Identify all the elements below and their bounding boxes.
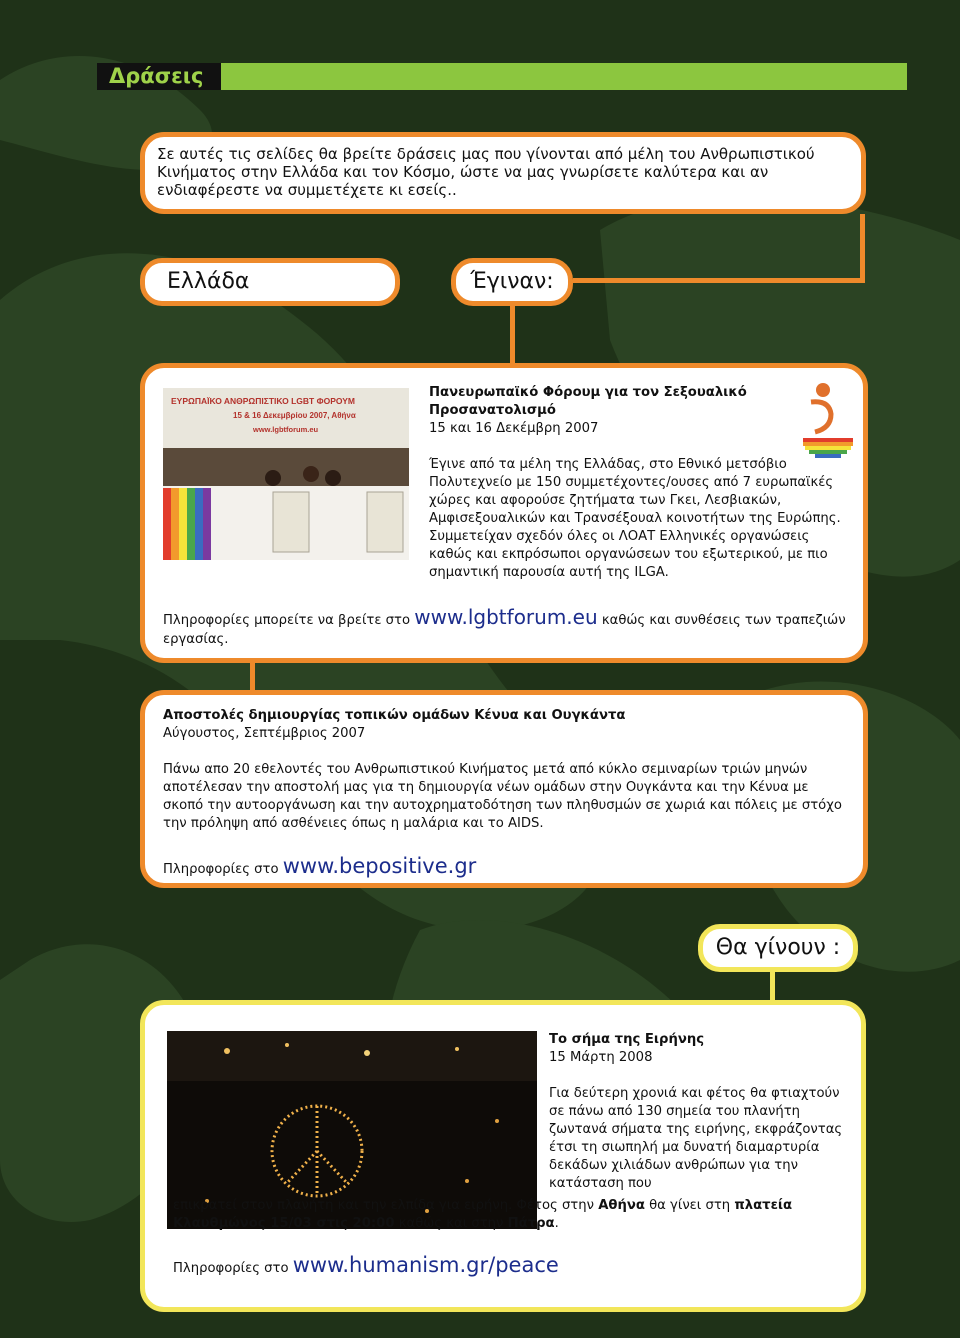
intro-box bbox=[140, 132, 866, 214]
peace-title: Το σήμα της Ειρήνης bbox=[549, 1032, 705, 1047]
peace-cont-athens: Αθήνα bbox=[598, 1198, 645, 1213]
kenya-body: Πάνω απο 20 εθελοντές του Ανθρωπιστικού Κινήματος μετά από κύκλο σεμιναρίων τριών μηνών αποτέλεσαν την αποστολή μας για τη δημιουργία νέων ομάδων στην Ουγκάντα και την Κένυα με σκοπό την αυτοοργάνωση και την αυτοχρηματοδότηση των πληθυσμών σε χωριά και πόλεις με στόχο την πρόληψη από ασθένειες όπως η μαλάρια και το AIDS. bbox=[163, 762, 842, 831]
peace-body: Για δεύτερη χρονιά και φέτος θα φτιαχτούν σε πάνω από 130 σημεία του πλανήτη ζωντανά σήματα της ειρήνης, εκφράζοντας έτσι τη σιωπηλή μα δυνατή διαμαρτυρία δεκάδων χιλιάδων ανθρώπων για την κατάσταση που bbox=[549, 1086, 843, 1191]
peace-cont-end: . bbox=[554, 1216, 559, 1231]
kenya-url-link[interactable]: www.bepositive.gr bbox=[282, 854, 477, 878]
label-upcoming-text: Θα γίνουν : bbox=[715, 935, 841, 960]
banner-text-1: ΕΥΡΩΠΑΪΚΟ ΑΝΘΡΩΠΙΣΤΙΚΟ LGBT ΦΟΡΟΥΜ bbox=[171, 396, 355, 406]
header-green-bar bbox=[221, 63, 907, 90]
forum-photo bbox=[163, 388, 409, 560]
kenya-info bbox=[163, 854, 845, 879]
peace-continuation bbox=[173, 1197, 853, 1233]
peace-cont-patra: Πάτρα bbox=[507, 1216, 555, 1231]
connector-horizontal bbox=[573, 278, 865, 283]
peace-cont-square: πλατεία Κλαυθμώνος 15/03 στις 20:00 bbox=[173, 1198, 793, 1231]
forum-info-prefix: Πληροφορίες μπορείτε να βρείτε στο bbox=[163, 613, 411, 628]
peace-cont-3: καθώς και στην bbox=[398, 1216, 504, 1231]
kenya-date: Αύγουστος, Σεπτέμβριος 2007 bbox=[163, 726, 366, 741]
page-title: Δράσεις bbox=[97, 63, 221, 90]
label-done-text: Έγιναν: bbox=[470, 269, 554, 294]
connector-right bbox=[860, 214, 865, 282]
forum-body: Έγινε από τα μέλη της Ελλάδας, στο Εθνικό μετσόβιο Πολυτεχνείο με 150 συμμετέχοντες/ουσες από 7 ευρωπαϊκές χώρες και αφορούσε ζητήματα των Γκει, Λεσβιακών, Αμφισεξουαλικών και Τρανσέξουαλ κοινοτήτων της Ευρώπης. Συμμετείχαν σχεδόν όλες οι ΛΟΑΤ Ελληνικές οργανώσεις καθώς και εκπρόσωποι οργανώσεων του εξωτερικού, με πιο σημαντική παρουσία αυτή της ILGA. bbox=[429, 457, 841, 580]
peace-date: 15 Μάρτη 2008 bbox=[549, 1050, 653, 1065]
forum-info bbox=[163, 605, 853, 649]
peace-text bbox=[549, 1031, 849, 1193]
forum-title: Πανευρωπαϊκό Φόρουμ για τον Σεξουαλικό Προσανατολισμό bbox=[429, 385, 747, 418]
label-greece bbox=[140, 258, 400, 306]
peace-cont-2: θα γίνει στη bbox=[649, 1198, 731, 1213]
kenya-box bbox=[140, 690, 868, 888]
peace-box bbox=[140, 1000, 866, 1312]
label-upcoming bbox=[698, 924, 858, 972]
forum-info-suffix: καθώς και συνθέσεις των τραπεζιών εργασίας. bbox=[163, 613, 846, 647]
forum-text bbox=[429, 384, 849, 582]
forum-box bbox=[140, 363, 868, 663]
peace-url-link[interactable]: www.humanism.gr/peace bbox=[292, 1253, 559, 1277]
intro-text: Σε αυτές τις σελίδες θα βρείτε δράσεις μας που γίνονται από μέλη του Ανθρωπιστικού Κινήματος στην Ελλάδα και τον Κόσμο, ώστε να μας γνωρίσετε καλύτερα και αν ενδιαφέρεστε να συμμετέχετε κι εσείς.. bbox=[157, 145, 815, 199]
label-greece-text: Ελλάδα bbox=[167, 269, 250, 294]
peace-info bbox=[173, 1253, 559, 1277]
section-header bbox=[97, 63, 907, 90]
banner-text-3: www.lgbtforum.eu bbox=[253, 425, 319, 434]
connector-upcoming bbox=[770, 972, 775, 1002]
kenya-info-prefix: Πληροφορίες στο bbox=[163, 862, 279, 877]
kenya-title: Αποστολές δημιουργίας τοπικών ομάδων Κένυα και Ουγκάντα bbox=[163, 708, 626, 723]
banner-text-2: 15 & 16 Δεκεμβρίου 2007, Αθήνα bbox=[233, 411, 356, 420]
forum-url-link[interactable]: www.lgbtforum.eu bbox=[414, 605, 598, 629]
connector-done-to-forum bbox=[510, 306, 515, 364]
forum-date: 15 και 16 Δεκέμβρη 2007 bbox=[429, 421, 599, 436]
peace-cont-1: επικρατεί στον πλανήτη και την ελπίδα για ειρήνη. Φέτος στην bbox=[173, 1198, 594, 1213]
peace-info-prefix: Πληροφορίες στο bbox=[173, 1261, 289, 1276]
label-done bbox=[451, 258, 573, 306]
connector-forum-to-kenya bbox=[250, 662, 255, 692]
